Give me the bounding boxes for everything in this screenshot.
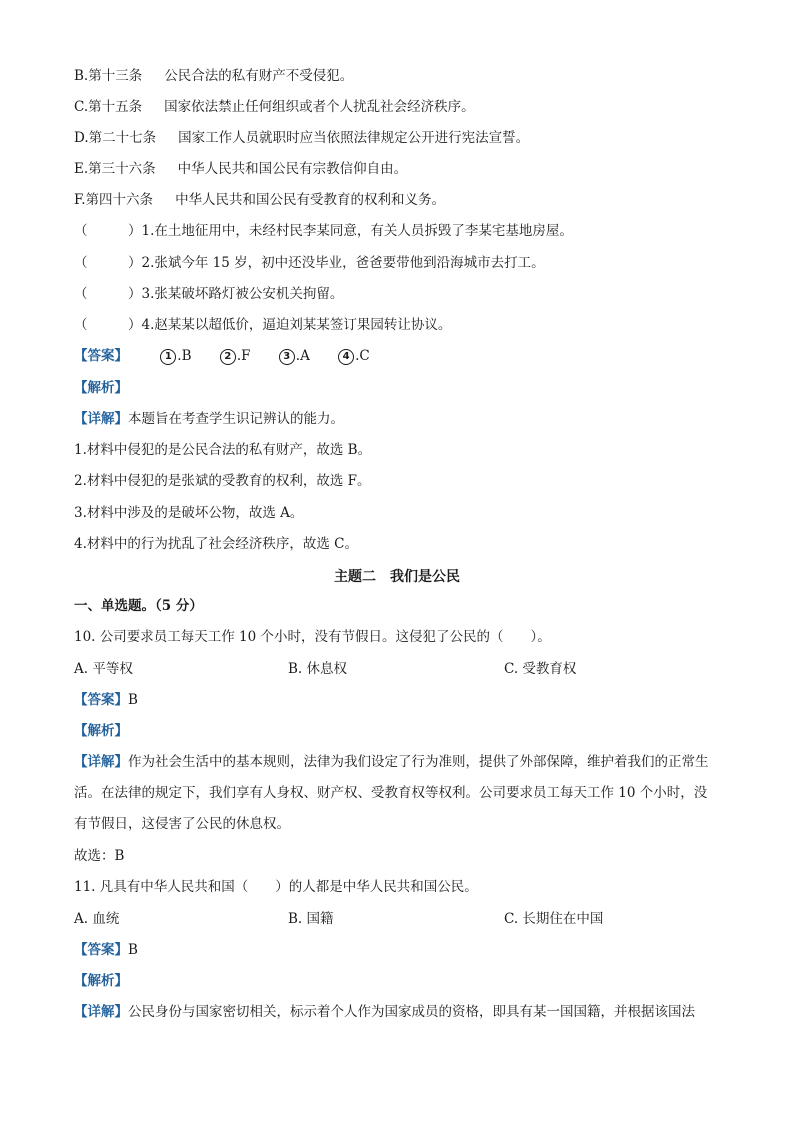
answer-blank: （ ）: [74, 223, 142, 239]
answer-item: 3 .A: [279, 348, 310, 364]
detail-tag: 【详解】: [74, 1004, 128, 1020]
article-c: C.第十五条 国家依法禁止任何组织或者个人扰乱社会经济秩序。: [74, 99, 475, 115]
article-d: D.第二十七条 国家工作人员就职时应当依照法律规定公开进行宪法宣誓。: [74, 130, 530, 146]
case-4: （ ）4.赵某某以超低价，逼迫刘某某签订果园转让协议。: [74, 317, 452, 333]
detail-tag: 【详解】: [74, 411, 128, 427]
detail-tag: 【详解】: [74, 754, 128, 770]
article-e: E.第三十六条 中华人民共和国公民有宗教信仰自由。: [74, 161, 408, 177]
analysis-tag: 【解析】: [74, 723, 128, 739]
q10-conclusion: 故选：B: [74, 848, 125, 864]
q10-option-a: A. 平等权: [74, 661, 133, 677]
answer-blank: （ ）: [74, 317, 142, 333]
q10-option-b: B. 休息权: [288, 661, 348, 677]
q9-detail: 【详解】本题旨在考查学生识记辨认的能力。: [74, 411, 344, 427]
answer-item: 2 .F: [220, 348, 251, 364]
answer-item: 1 .B: [160, 348, 191, 364]
circled-number: 1: [160, 349, 176, 365]
q10-analysis: [74, 722, 128, 740]
q11-option-b: B. 国籍: [288, 911, 334, 927]
case-1: （ ）1.在土地征用中，未经村民李某同意，有关人员拆毁了李某宅基地房屋。: [74, 223, 573, 239]
article-f: F.第四十六条 中华人民共和国公民有受教育的权利和义务。: [74, 192, 446, 208]
section-title: 主题二 我们是公民: [334, 569, 460, 585]
answer-item: 4 .C: [338, 348, 370, 364]
circled-number: 3: [279, 349, 295, 365]
q9-point: 2.材料中侵犯的是张斌的受教育的权利，故选 F。: [74, 473, 371, 489]
q9-point: 4.材料中的行为扰乱了社会经济秩序，故选 C。: [74, 536, 359, 552]
q11-answer: 【答案】B: [74, 942, 138, 958]
q9-analysis: [74, 379, 128, 397]
q11-detail: 【详解】公民身份与国家密切相关，标示着个人作为国家成员的资格，即具有某一国国籍，并根据该国法: [74, 1004, 695, 1020]
q11-option-c: C. 长期住在中国: [504, 911, 604, 927]
q11-option-a: A. 血统: [74, 911, 120, 927]
answer-blank: （ ）: [74, 286, 142, 302]
answer-tag: 【答案】: [74, 692, 128, 708]
q10-stem: 10. 公司要求员工每天工作 10 个小时，没有节假日。这侵犯了公民的（ ）。: [74, 629, 551, 645]
case-3: （ ）3.张某破坏路灯被公安机关拘留。: [74, 286, 344, 302]
case-2: （ ）2.张斌今年 15 岁，初中还没毕业，爸爸要带他到沿海城市去打工。: [74, 255, 545, 271]
q10-option-c: C. 受教育权: [504, 661, 577, 677]
answer-tag: 【答案】: [74, 942, 128, 958]
answer-blank: （ ）: [74, 255, 142, 271]
circled-number: 4: [338, 349, 354, 365]
circled-number: 2: [220, 349, 236, 365]
subsection-heading: 一、单选题。（5 分）: [74, 598, 203, 614]
q10-detail: 【详解】作为社会生活中的基本规则，法律为我们设定了行为准则，提供了外部保障，维护着我们的正常生活。在法律的规定下，我们享有人身权、财产权、受教育权等权利。公司要求员工每天工作 10 个小时，没有节假日，这侵害了公民的休息权。: [74, 754, 709, 832]
analysis-tag: 【解析】: [74, 380, 128, 396]
q9-point: 3.材料中涉及的是破坏公物，故选 A。: [74, 505, 304, 521]
analysis-tag: 【解析】: [74, 973, 128, 989]
q9-point: 1.材料中侵犯的是公民合法的私有财产，故选 B。: [74, 442, 372, 458]
q10-answer: 【答案】B: [74, 692, 138, 708]
q11-analysis: [74, 972, 128, 990]
q11-stem: 11. 凡具有中华人民共和国（ ）的人都是中华人民共和国公民。: [74, 879, 478, 895]
q9-answer: [74, 347, 394, 365]
article-b: B.第十三条 公民合法的私有财产不受侵犯。: [74, 68, 354, 84]
answer-tag: 【答案】: [74, 348, 128, 364]
